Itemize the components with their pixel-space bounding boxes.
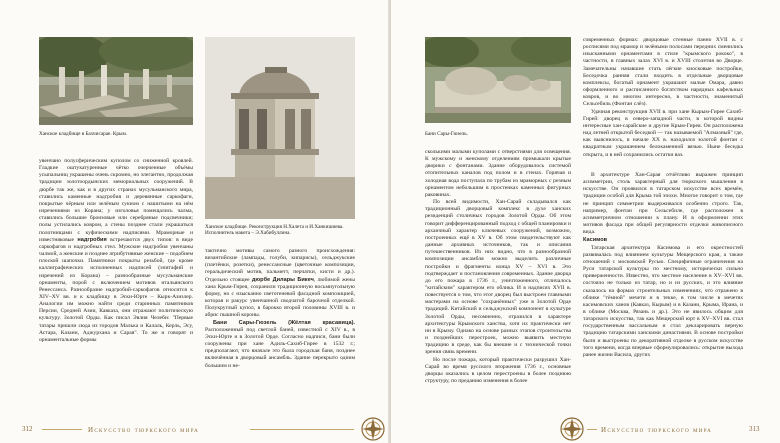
left-footer-rule [42, 429, 82, 430]
photo1-caption: Ханское кладбище в Бахчисарае. Крым. [39, 131, 128, 137]
right-col2-text: современных формах: дворцовые стенные панно XVII в. с росписями под мрамор и зелёными полосами передних сменились изысканными орнаментами в стиле "крымского рококо", в частности, в главных залах XVI в. и XVIII столетия во Дворце. Замечательны начавшие стать лёгкие киосковые постройки, Беседочка ранняя стали входить в отдельные дворцовые комплексы, богатый орнамент украшают малые Омара, давно оформленного и расписанного богатством нарядных кафельных ковров, и во многом интересно, в частности, знаменитый Сельсебиль (Фонтан слёз). [583, 37, 743, 108]
left-footer [0, 415, 389, 443]
right-running-title: Искусство тюркского мира [601, 426, 713, 434]
right-ornament-icon [559, 416, 585, 442]
left-col2-subheading: Бани Сары-Гюзель (Жёлтая красавица). [213, 319, 355, 326]
right-footer [391, 415, 780, 443]
left-page-number: 312 [22, 425, 33, 433]
right-column-2 [583, 37, 743, 159]
right-col3-text2: Татарская архитектура Касимова и его окрестностей развивалась под влиянием культуры Мещерского края, а также отношений с московской Русью. Специфичные ограничения на Руси татарской культуры по местному, исторически сильно приверженности. Известно, что местное население в XV–XVI вв. состояло не только из татар, но и из русских, и это влияние сказалось на формах строительных изменениях, что отражено в облике "тёмной" мечети и в текке, в том числе в мечетях касимовских ханов (Кавказ, Кырым) и в Казани, Крыма, Ирана, и в облике (Москва, Рязань и др.). Это не явилось общим для татарского искусства, так как Мещерский юрт в XV–XVI вв. стал государственным вассальным и стал декларировать верную традицию татарскими ханскими династиями. В основе постройки были и выстроены по декоративной отделке в русском искусстве того времени, когда впервые сформулировались: открытие выхода ранее жизни Васила, других [583, 244, 743, 358]
right-col1-text2: По всей видимости, Хан-Сарай складывался как традиционный дворцовый комплекс в духе ханских резиденций столичных городов Золотой Орды. Об этом говорит дифференцированный подход с общей планировки и архаичный характер ключевых сооружений, возможно, построенных ещё в XV в. Об этом свидетельствуют как данные архивных источников, так и описания путешественников. Из них видно, что в разнообразной композиции ансамбля можно выделить различные постройки и фрагменты конца XV – XVI в. Это подтверждает и постановления современных. Здание дворца до его пожара в 1736 г., уничтоженного, отличалось "китайским" характером его облика. И в надписях XVII в. повествуется о том, что этот дворец был выстроен главными мастерами на основе "сохранённых" уже в Золотой Орде традиций. Китайский и сельджукский компонент в культуре Золотой Орды, несомненно, отразился в характере архитектуры Крымского ханства, хотя их практически нет ни в Крыму. Однако на основе разных этапов строительства и позднейших перестроек, можно выявить местную традицию в среде, как бы внешне и с технической точки зрения связь времени. [425, 199, 571, 356]
right-col3-subheading: Касимов [583, 237, 608, 244]
left-col2-text: тактично мотивы самого разного происхождения: византийские (лампады, голуби, кипарисы), сельджукские (плетёнки, розетки), ренессансные (цветочные композиции, геральдический мотив, пальметт, перчатки, кисти и др.). Отдельно стоящее [205, 248, 355, 283]
left-col1-text: увенчано полусферическим куполом со сниженной кровлей. Гладкие оштукатуренные чётко очерченные объёмы усыпальниц украшены очень скромно, но элегантно, продолжая традиции золотоордынских мемориальных сооружений. В дюрбе так же, как и в других странах мусульманского мира, ставились каменные надгробия и деревянные саркофаги, покрытые чёрным или зелёным сукном с нашитыми на нём изречениями из Корана; у изголовья помещались чалма, ставились большие бронзовые или серебряные подсвечники; полы устилались ковром, а стены позднее стали украшаться полотнищами с куфическими надписями. Мраморные и известняковые [39, 158, 193, 243]
right-col1-text3: Но после пожара, который практически разрушил Хан-Сарай во время русского вторжения 1736 г., основные дворцы оказались в целом перестроены в более позднюю структуру, по преданию изменения в более [425, 356, 571, 384]
photo2-caption: Ханское кладбище. Реконструкция Н.Халета и И.Ханкишиева. Исполнитель макета – Э.Хабибуллина. [205, 224, 344, 237]
right-column-1 [425, 149, 571, 385]
left-running-title: Искусство тюркского мира [88, 426, 200, 434]
left-col2-text2: , любимой жены хана Крым-Гирея, сохранили традиционную восьмиугольную форму, но с изысканно светотеневой фасадной композицией, которая и ракурс увенчанной сводчатой барочной отделкой. Полукруглый купол, в барокко второй половины XVIII в. и абрис пышной короны. [205, 276, 355, 319]
left-col1-bold: надгробия [77, 236, 107, 243]
right-col1-text: сколькими малыми куполами с отверстиями для освещения. К мужскому и женскому отделениям примыкали крытые дворики с фонтанами. Здание оборудовалось системой отопительных каналов под полом и в стенах. Горячая и холодная вода поступала по трубам из мраморных с резным орнаментом небольшим в простенках каменных фигурных раковинах. [425, 149, 571, 198]
right-col3-text: В архитектуре Хан-Сарая отчётливо выражен принцип асимметрии, столь характерный для тюркского мышления в искусстве. Он проявился в татарском искусстве всех времён, традиции особой для Крыма той эпохи. Многое говорит о том, где не принцип симметрии выдерживался особенно строго. Так, например, фонтан при Сельсебиле, где расположен в асимметричном отношении к плану. И в оформлении этих мотивов фасада при общей регулярности отделки живописного вида. [583, 172, 743, 236]
photo-sary-guzel-baths [425, 37, 571, 123]
right-column-3 [583, 172, 743, 359]
left-ornament-icon [360, 416, 386, 442]
photo3-caption: Бани Сары-Гюзель. [425, 131, 468, 137]
photo-khan-cemetery [39, 37, 193, 125]
right-footer-rule [587, 429, 597, 430]
right-col2-text2: Удачная реконструкция XVII в. при хане Кырым-Гирее Сахиб-Гирей: дворец в северо-западной части, в которой видны интересные хан-сарайские и другие Крым-Гирея. Он расположена над летней открытой беседкой — так называемой "Алмазный" где, как выяснилось, в начале XX в. находился золотой фонтан с квадратным украшением белокаменной вязью. Ныне беседка открыта, и в ней сохранились остатки ваз. [583, 108, 743, 158]
photo-mausoleum-model [205, 37, 355, 219]
right-page [391, 0, 780, 443]
left-col2-text3: Расположенный под светлой баней, известной с XIV в., в Эски-Юрте и в Золотой Орде. Согласно надписи, бани были сооружены при хане Адиль-Сахиб-Гирее в 1532 г.; предполагают, что вначале это была городская баня, позднее включённая в дворцовый ансамбль. Здание перекрыто одним большим и не- [205, 326, 355, 369]
left-column-2 [205, 248, 355, 370]
left-column-1 [39, 158, 193, 344]
left-footer-rule-2 [250, 429, 354, 430]
left-col1-text2: встречаются двух типов: в виде саркофагов и надгробных стел. Мужские надгробия увенчаны чалмой, а женские и позднее атрибутивные женские – подобием плоской шапочки. Памятники покрыты резьбой, где кроме каллиграфических исполненных надписей (эпитафий и изречений из Корана) – разнообразные мусульманские орнаменты, порой с включением мотивов итальянского Ренессанса. Разнообразие надгробий-саркофагов относится к XIV–XV вв. и к кладбищу в Эски-Юрте – Кырк-Азизлер. Аналогии им можно найти среди старинных памятников Персии, Средней Азии, Кавказа, они отражают политическую культуру. Золотой Орды. Как писал Эвлия Челеби: "Первые татары пришли сюда из городов Малька и Калаль, Керль, Эсу, Астара, Казани, Аджурхана и Сарая". То же и говорят и орнаментальные формы [39, 236, 193, 343]
left-col2-bold: дюрбе Дилары Бикеч [251, 276, 314, 283]
right-page-number: 313 [749, 425, 760, 433]
left-page [0, 0, 389, 443]
